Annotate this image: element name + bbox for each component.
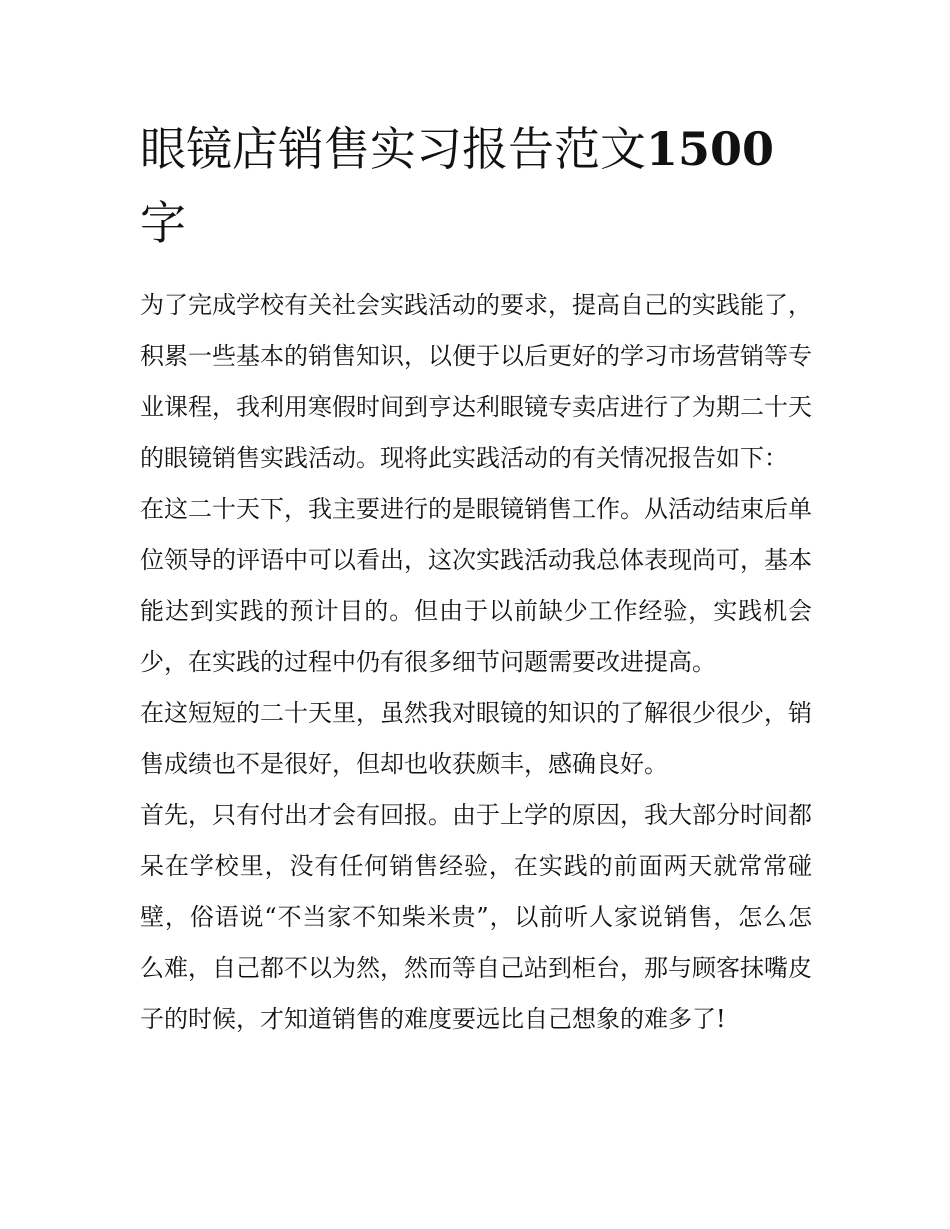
title-number: 1500 — [646, 122, 775, 176]
document-title — [140, 112, 820, 260]
paragraph-gains: 在这短短的二十天里，虽然我对眼镜的知识的了解很少很少，销售成绩也不是很好，但却也收获颇丰，感确良好。 — [140, 699, 812, 778]
document-body — [140, 280, 812, 1045]
title-text: 眼镜店销售实习报告范文 — [140, 122, 646, 176]
paragraph-first-point: 首先，只有付出才会有回报。由于上学的原因，我大部分时间都呆在学校里，没有任何销售经验，在实践的前面两天就常常碰壁，俗语说“不当家不知柴米贵”，以前听人家说销售，怎么怎么难，自己都不以为然，然而等自己站到柜台，那与顾客抹嘴皮子的时候，才知道销售的难度要远比自己想象的难多了! — [140, 801, 812, 1033]
title-suffix: 字 — [140, 196, 186, 250]
paragraph-overview: 在这二十天下，我主要进行的是眼镜销售工作。从活动结束后单位领导的评语中可以看出，这次实践活动我总体表现尚可，基本能达到实践的预计目的。但由于以前缺少工作经验，实践机会少，在实践的过程中仍有很多细节问题需要改进提高。 — [140, 495, 812, 676]
paragraph-intro: 为了完成学校有关社会实践活动的要求，提高自己的实践能了，积累一些基本的销售知识，以便于以后更好的学习市场营销等专业课程，我利用寒假时间到亨达利眼镜专卖店进行了为期二十天的眼镜销售实践活动。现将此实践活动的有关情况报告如下： — [140, 291, 812, 472]
